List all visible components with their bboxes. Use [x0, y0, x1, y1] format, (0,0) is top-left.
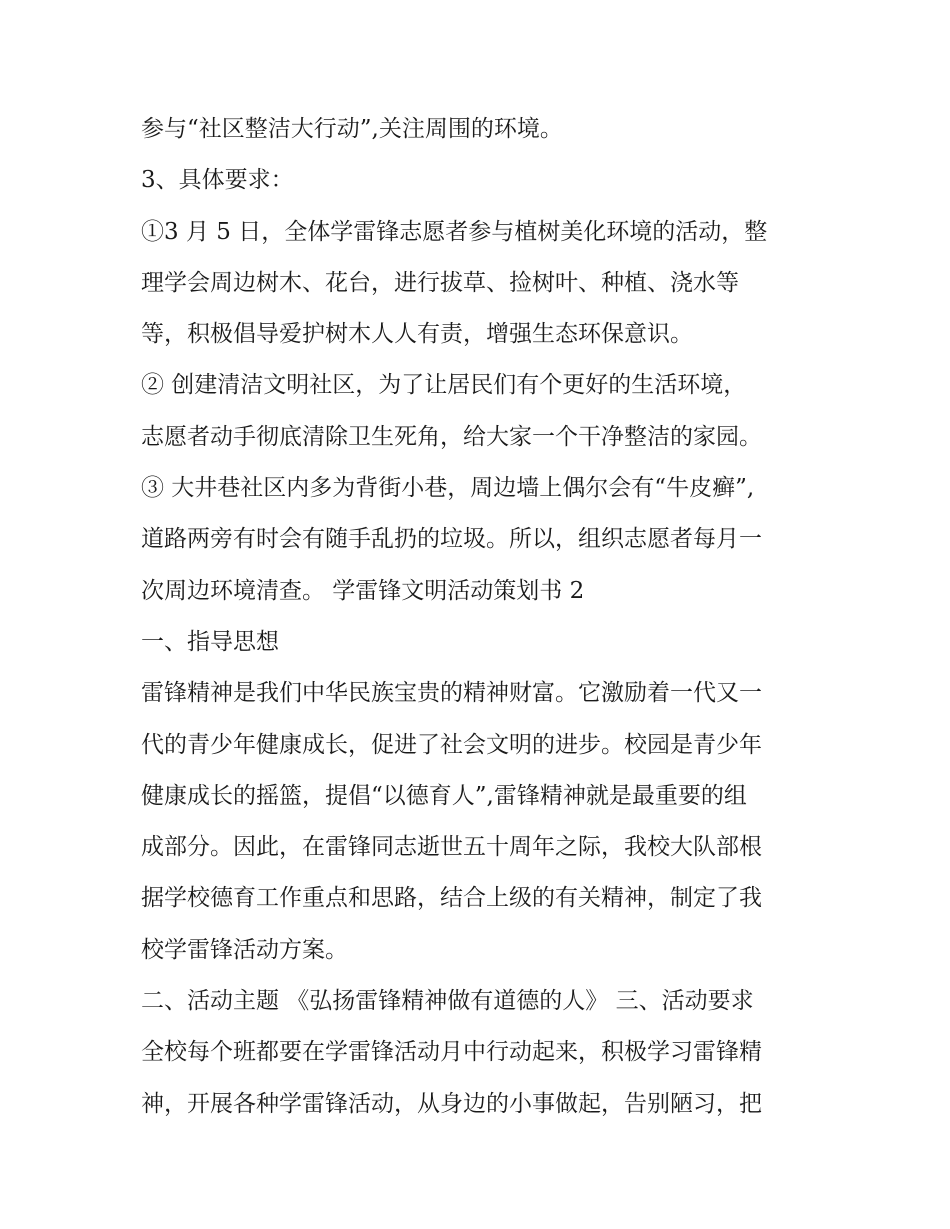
- text-line: 健康成长的摇篮，提倡“以德育人”,雷锋精神就是最重要的组: [141, 782, 747, 809]
- text-line: 神，开展各种学雷锋活动，从身边的小事做起，告别陋习，把: [141, 1090, 762, 1117]
- document-body: [141, 104, 821, 1130]
- text-line: 全校每个班都要在学雷锋活动月中行动起来，积极学习雷锋精: [141, 1039, 762, 1066]
- text-line: 道路两旁有时会有随手乱扔的垃圾。所以，组织志愿者每月一: [141, 526, 762, 553]
- text-line: ③ 大井巷社区内多为背街小巷，周边墙上偶尔会有“牛皮癣”,: [141, 475, 755, 502]
- text-line: 校学雷锋活动方案。: [141, 936, 348, 963]
- text-line: 3、具体要求：: [141, 167, 294, 194]
- text-line: 志愿者动手彻底清除卫生死角，给大家一个干净整洁的家园。: [141, 423, 762, 450]
- text-line: ② 创建清洁文明社区，为了让居民们有个更好的生活环境，: [141, 372, 747, 399]
- text-line: 据学校德育工作重点和思路，结合上级的有关精神，制定了我: [141, 885, 762, 912]
- text-line: 次周边环境清查。 学雷锋文明活动策划书 2: [141, 577, 585, 604]
- text-line: 二、活动主题 《弘扬雷锋精神做有道德的人》 三、活动要求: [141, 988, 754, 1015]
- text-line: 理学会周边树木、花台，进行拔草、捡树叶、种植、浇水等: [141, 269, 739, 296]
- text-line: 雷锋精神是我们中华民族宝贵的精神财富。它激励着一代又一: [141, 680, 762, 707]
- text-line: 参与“社区整洁大行动”,关注周围的环境。: [141, 116, 563, 142]
- text-line: ①3 月 5 日，全体学雷锋志愿者参与植树美化环境的活动，整: [141, 218, 768, 245]
- text-line: 等，积极倡导爱护树木人人有责，增强生态环保意识。: [141, 321, 693, 348]
- text-line: 代的青少年健康成长，促进了社会文明的进步。校园是青少年: [141, 731, 762, 758]
- section-heading: 一、指导思想: [141, 628, 279, 655]
- text-line: 成部分。因此，在雷锋同志逝世五十周年之际，我校大队部根: [141, 834, 762, 861]
